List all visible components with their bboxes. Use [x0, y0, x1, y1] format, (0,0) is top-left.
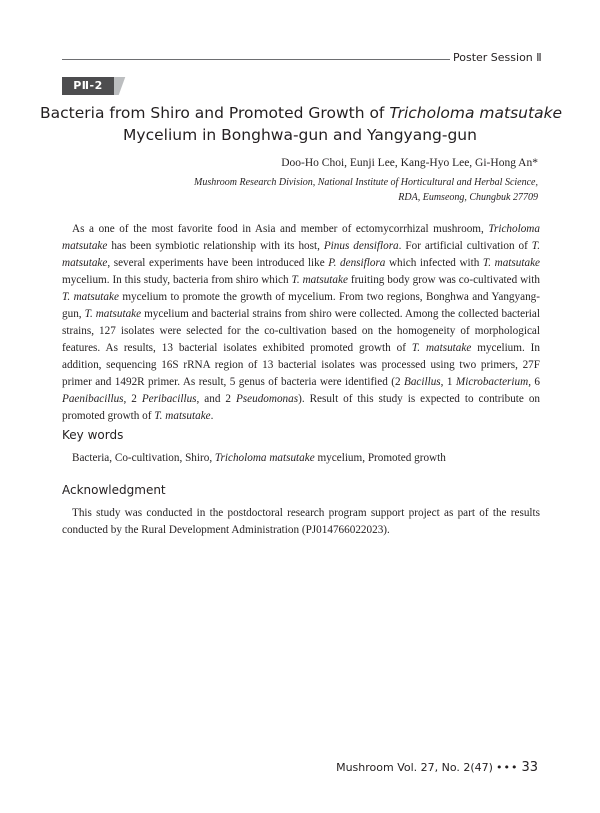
affiliation-line-1: Mushroom Research Division, National Institute of Horticultural and Herbal Science, — [194, 177, 538, 188]
italic-run: Bacillus — [404, 376, 441, 388]
italic-run: Pseudomonas — [235, 393, 299, 405]
italic-run: T. matsutake — [291, 274, 348, 286]
keywords-heading: Key words — [62, 428, 124, 442]
title-line-1 — [40, 102, 563, 124]
footer-dots: ••• — [495, 761, 519, 774]
italic-run: Paenibacillus — [62, 393, 124, 405]
text-run: mycelium, Promoted growth — [314, 452, 446, 464]
text-run: As a one of the most favorite food in Asia and member of ectomycorrhizal mushroom, — [72, 223, 489, 235]
text-run: mycelium. In addition, sequencing 16S rRNA region of 13 bacterial isolates was processed using two primers, 27F primer and 1492R primer. As result, 5 genus of bacteria were identified (2 — [62, 342, 540, 388]
text-run: fruiting body grow was co-cultivated with — [347, 274, 540, 286]
text-run: , several experiments have been introduced like — [107, 257, 329, 269]
acknowledgment-heading: Acknowledgment — [62, 483, 166, 497]
title-species-name: Tricholoma matsutake — [389, 104, 563, 122]
session-label: Poster Session Ⅱ — [453, 51, 542, 64]
text-run: mycelium. In this study, bacteria from shiro which — [62, 274, 292, 286]
italic-run: T. matsutake — [62, 240, 540, 269]
acknowledgment-text: This study was conducted in the postdoctoral research program support project as part of the results conducted by the Rural Development Administration (PJ014766022023). — [62, 507, 540, 536]
italic-run: Pinus densiflora — [323, 240, 399, 252]
italic-run: Microbacterium — [455, 376, 529, 388]
text-run: ). Result of this study is expected to contribute on promoted growth of — [62, 393, 541, 422]
text-run: mycelium to promote the growth of mycelium. From two regions, Bonghwa and Yangyang-gun, — [62, 291, 540, 320]
italic-run: T. matsutake — [154, 410, 211, 422]
text-run: mycelium and bacterial strains from shiro were collected. Among the collected bacterial strains, 127 isolates were selected for the co-cultivation based on the homogeneity of morphological features. As results, 13 bacterial isolates exhibited promoted growth of — [62, 308, 540, 354]
text-run: Bacteria, Co-cultivation, Shiro, — [72, 452, 215, 464]
text-run: , 6 — [528, 376, 540, 388]
text-run: . — [210, 410, 214, 422]
header-rule — [62, 59, 450, 60]
italic-run: T. matsutake — [411, 342, 472, 354]
italic-run: Tricholoma matsutake — [62, 223, 540, 252]
poster-code-badge — [62, 77, 122, 95]
text-run: , 1 — [440, 376, 456, 388]
affiliation-line-2: RDA, Eumseong, Chungbuk 27709 — [398, 192, 538, 203]
paper-title — [40, 102, 563, 146]
text-run: , 2 — [123, 393, 142, 405]
text-run: has been symbiotic relationship with its host, — [107, 240, 324, 252]
title-line-2: Mycelium in Bonghwa-gun and Yangyang-gun — [123, 126, 477, 144]
text-run: , and 2 — [196, 393, 236, 405]
page-footer — [336, 760, 538, 775]
text-run: . For artificial cultivation of — [398, 240, 532, 252]
italic-run: T. matsutake — [62, 291, 119, 303]
italic-run: Tricholoma matsutake — [214, 452, 315, 464]
badge-label: PⅡ-2 — [73, 79, 103, 92]
page-number: 33 — [521, 760, 538, 775]
keywords-text — [72, 452, 446, 464]
italic-run: Peribacillus — [141, 393, 197, 405]
author-list: Doo-Ho Choi, Eunji Lee, Kang-Hyo Lee, Gi-Hong An* — [281, 157, 538, 169]
abstract-paragraph — [62, 221, 540, 425]
italic-run: T. matsutake — [482, 257, 540, 269]
journal-citation: Mushroom Vol. 27, No. 2(47) — [336, 761, 493, 774]
italic-run: P. densiflora — [328, 257, 386, 269]
text-run: which infected with — [385, 257, 483, 269]
italic-run: T. matsutake — [84, 308, 142, 320]
title-plain-part: Bacteria from Shiro and Promoted Growth of — [40, 104, 390, 122]
